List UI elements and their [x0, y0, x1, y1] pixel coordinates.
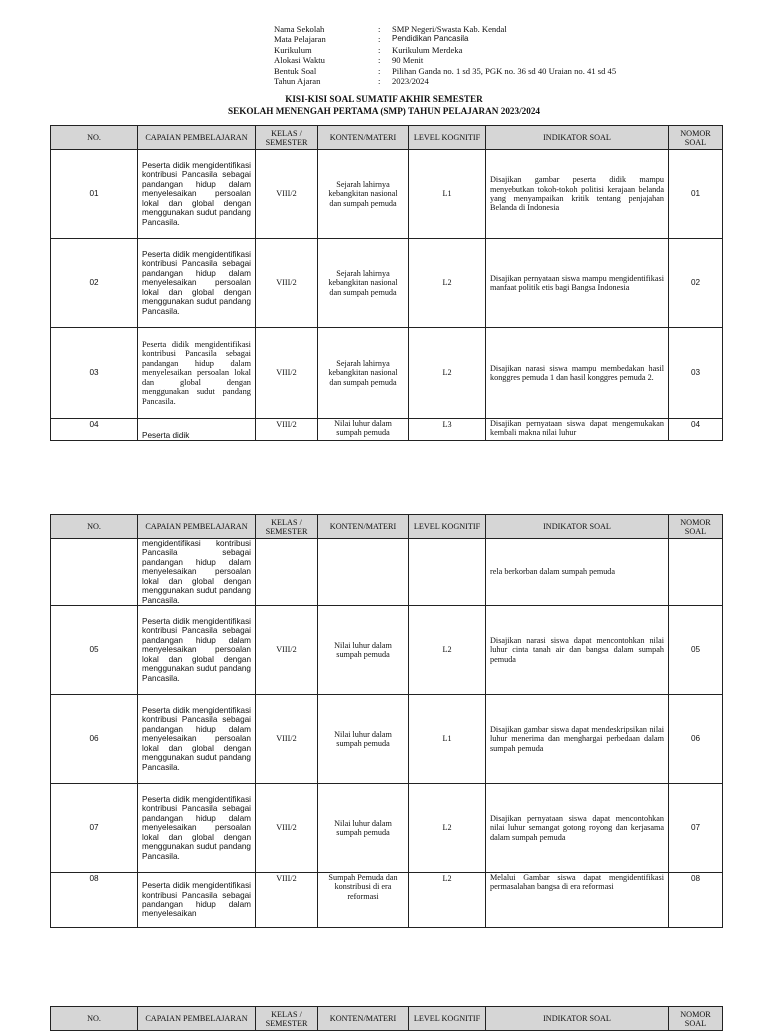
- cell-kelas: VIII/2: [256, 328, 318, 419]
- document-title: KISI-KISI SOAL SUMATIF AKHIR SEMESTER: [285, 94, 483, 104]
- table-row: [51, 606, 723, 695]
- cell-no: 04: [51, 419, 138, 441]
- cell-nomor: 01: [669, 150, 723, 239]
- table-row: [51, 150, 723, 239]
- table-row: [51, 695, 723, 784]
- table-row: [51, 419, 723, 441]
- header-capaian: CAPAIAN PEMBELAJARAN: [138, 126, 256, 150]
- cell-konten: Nilai luhur dalam sumpah pemuda: [318, 606, 409, 695]
- header-kelas: KELAS / SEMESTER: [256, 126, 318, 150]
- cell-konten: Sejarah lahirnya kebangkitan nasional dan sumpah pemuda: [318, 239, 409, 328]
- cell-capaian: Peserta didik mengidentifikasi kontribusi Pancasila sebagai pandangan hidup dalam menyelesaikan persoalan lokal dan global dengan menggunakan sudut pandang Pancasila.: [138, 606, 256, 695]
- cell-indikator: Disajikan pernyataan siswa mampu mengidentifikasi manfaat politik etis bagi Bangsa Indonesia: [486, 239, 669, 328]
- meta-colon: :: [378, 55, 381, 66]
- cell-level: L1: [409, 150, 486, 239]
- cell-nomor: 06: [669, 695, 723, 784]
- header-konten: KONTEN/MATERI: [318, 126, 409, 150]
- cell-level: L1: [409, 695, 486, 784]
- cell-nomor: [669, 539, 723, 606]
- cell-kelas: VIII/2: [256, 150, 318, 239]
- cell-capaian: Peserta didik mengidentifikasi kontribusi Pancasila sebagai pandangan hidup dalam menyelesaikan persoalan lokal dan global dengan menggunakan sudut pandang Pancasila.: [138, 239, 256, 328]
- cell-nomor: 07: [669, 784, 723, 873]
- cell-indikator: Disajikan narasi siswa mampu membedakan hasil konggres pemuda 1 dan hasil konggres pemuda 2.: [486, 328, 669, 419]
- cell-capaian: Peserta didik mengidentifikasi kontribusi Pancasila sebagai pandangan hidup dalam menyelesaikan persoalan lokal dan global dengan menggunakan sudut pandang Pancasila.: [138, 695, 256, 784]
- cell-level: L2: [409, 606, 486, 695]
- header-nomor: NOMOR SOAL: [669, 515, 723, 539]
- header-level: LEVEL KOGNITIF: [409, 515, 486, 539]
- cell-no: 01: [51, 150, 138, 239]
- cell-konten: [318, 539, 409, 606]
- cell-kelas: VIII/2: [256, 873, 318, 928]
- meta-label: Mata Pelajaran: [274, 34, 326, 45]
- table-header-row: [51, 126, 723, 150]
- table-row: [51, 784, 723, 873]
- meta-colon: :: [378, 76, 381, 87]
- cell-level: L3: [409, 419, 486, 441]
- meta-value: Pilihan Ganda no. 1 sd 35, PGK no. 36 sd 40 Uraian no. 41 sd 45: [392, 65, 617, 76]
- header-no: NO.: [51, 126, 138, 150]
- document-subtitle: SEKOLAH MENENGAH PERTAMA (SMP) TAHUN PELAJARAN 2023/2024: [227, 106, 541, 116]
- cell-capaian: Peserta didik mengidentifikasi kontribusi Pancasila sebagai pandangan hidup dalam menyelesaikan: [138, 873, 256, 928]
- cell-no: 05: [51, 606, 138, 695]
- header-indikator: INDIKATOR SOAL: [486, 1007, 669, 1031]
- header-nomor: NOMOR SOAL: [669, 1007, 723, 1031]
- cell-capaian: mengidentifikasi kontribusi Pancasila sebagai pandangan hidup dalam menyelesaikan persoalan lokal dan global dengan menggunakan sudut pandang Pancasila.: [138, 539, 256, 606]
- meta-value: SMP Negeri/Swasta Kab. Kendal: [392, 24, 507, 34]
- header-kelas: KELAS / SEMESTER: [256, 515, 318, 539]
- cell-nomor: 05: [669, 606, 723, 695]
- meta-colon: :: [378, 34, 381, 45]
- cell-konten: Nilai luhur dalam sumpah pemuda: [318, 419, 409, 441]
- meta-row-format: [274, 66, 616, 76]
- header-indikator: INDIKATOR SOAL: [486, 515, 669, 539]
- table-row: [51, 873, 723, 928]
- header-no: NO.: [51, 515, 138, 539]
- table-row: [51, 328, 723, 419]
- cell-konten: Nilai luhur dalam sumpah pemuda: [318, 695, 409, 784]
- grid-table-2: [50, 514, 723, 928]
- cell-level: L2: [409, 873, 486, 928]
- header-konten: KONTEN/MATERI: [318, 1007, 409, 1031]
- header-nomor: NOMOR SOAL: [669, 126, 723, 150]
- grid-table-3: [50, 1006, 723, 1031]
- cell-level: L2: [409, 328, 486, 419]
- grid-table-1: [50, 125, 723, 441]
- header-konten: KONTEN/MATERI: [318, 515, 409, 539]
- cell-no: [51, 539, 138, 606]
- cell-kelas: VIII/2: [256, 239, 318, 328]
- cell-level: L2: [409, 239, 486, 328]
- meta-row-school: [274, 24, 616, 34]
- cell-capaian: Peserta didik: [138, 419, 256, 441]
- cell-indikator: rela berkorban dalam sumpah pemuda: [486, 539, 669, 606]
- cell-konten: Sejarah lahirnya kebangkitan nasional dan sumpah pemuda: [318, 150, 409, 239]
- cell-level: L2: [409, 784, 486, 873]
- cell-capaian: Peserta didik mengidentifikasi kontribusi Pancasila sebagai pandangan hidup dalam menyelesaikan persoalan lokal dan global dengan menggunakan sudut pandang Pancasila.: [138, 150, 256, 239]
- cell-indikator: Melalui Gambar siswa dapat mengidentifikasi permasalahan bangsa di era reformasi: [486, 873, 669, 928]
- cell-no: 03: [51, 328, 138, 419]
- cell-kelas: [256, 539, 318, 606]
- cell-indikator: Disajikan pernyataan siswa dapat mengemukakan kembali makna nilai luhur: [486, 419, 669, 441]
- cell-no: 07: [51, 784, 138, 873]
- table-header-row: [51, 515, 723, 539]
- meta-row-curriculum: [274, 45, 616, 55]
- meta-value: 2023/2024: [392, 76, 429, 87]
- header-kelas: KELAS / SEMESTER: [256, 1007, 318, 1031]
- document-meta: [274, 24, 616, 86]
- cell-kelas: VIII/2: [256, 606, 318, 695]
- header-no: NO.: [51, 1007, 138, 1031]
- meta-label: Nama Sekolah: [274, 24, 325, 34]
- cell-nomor: 04: [669, 419, 723, 441]
- header-capaian: CAPAIAN PEMBELAJARAN: [138, 1007, 256, 1031]
- meta-value: 90 Menit: [392, 55, 424, 66]
- cell-konten: Nilai luhur dalam sumpah pemuda: [318, 784, 409, 873]
- meta-value: Kurikulum Merdeka: [392, 44, 463, 55]
- meta-label: Tahun Ajaran: [274, 76, 321, 87]
- meta-row-time: [274, 55, 616, 65]
- cell-no: 06: [51, 695, 138, 784]
- meta-colon: :: [378, 65, 381, 76]
- header-level: LEVEL KOGNITIF: [409, 126, 486, 150]
- cell-kelas: VIII/2: [256, 695, 318, 784]
- meta-label: Bentuk Soal: [274, 65, 317, 76]
- cell-indikator: Disajikan narasi siswa dapat mencontohkan nilai luhur cinta tanah air dan bangsa dalam sumpah pemuda: [486, 606, 669, 695]
- cell-no: 08: [51, 873, 138, 928]
- cell-nomor: 08: [669, 873, 723, 928]
- header-indikator: INDIKATOR SOAL: [486, 126, 669, 150]
- cell-capaian: Peserta didik mengidentifikasi kontribusi Pancasila sebagai pandangan hidup dalam menyelesaikan persoalan lokal dan global dengan menggunakan sudut pandang Pancasila.: [138, 328, 256, 419]
- cell-indikator: Disajikan gambar siswa dapat mendeskripsikan nilai luhur menerima dan menghargai perbedaan dalam sumpah pemuda: [486, 695, 669, 784]
- cell-konten: Sumpah Pemuda dan konstribusi di era reformasi: [318, 873, 409, 928]
- meta-row-subject: [274, 34, 616, 44]
- cell-indikator: Disajikan pernyataan siswa dapat mencontohkan nilai luhur semangat gotong royong dan kerjasama dalam sumpah pemuda: [486, 784, 669, 873]
- cell-konten: Sejarah lahirnya kebangkitan nasional dan sumpah pemuda: [318, 328, 409, 419]
- meta-colon: :: [378, 44, 381, 55]
- meta-value: Pendidikan Pancasila: [392, 34, 469, 44]
- table-row: [51, 539, 723, 606]
- meta-colon: :: [378, 24, 381, 34]
- table-header-row: [51, 1007, 723, 1031]
- cell-capaian: Peserta didik mengidentifikasi kontribusi Pancasila sebagai pandangan hidup dalam menyelesaikan persoalan lokal dan global dengan menggunakan sudut pandang Pancasila.: [138, 784, 256, 873]
- meta-row-year: [274, 76, 616, 86]
- header-level: LEVEL KOGNITIF: [409, 1007, 486, 1031]
- meta-label: Alokasi Waktu: [274, 55, 325, 66]
- cell-level: [409, 539, 486, 606]
- cell-no: 02: [51, 239, 138, 328]
- cell-nomor: 03: [669, 328, 723, 419]
- cell-indikator: Disajikan gambar peserta didik mampu menyebutkan tokoh-tokoh politisi kerajaan belanda yang menyampaikan kritik tentang penjajahan Belanda di Indonesia: [486, 150, 669, 239]
- cell-nomor: 02: [669, 239, 723, 328]
- table-row: [51, 239, 723, 328]
- cell-kelas: VIII/2: [256, 419, 318, 441]
- header-capaian: CAPAIAN PEMBELAJARAN: [138, 515, 256, 539]
- meta-label: Kurikulum: [274, 44, 312, 55]
- cell-kelas: VIII/2: [256, 784, 318, 873]
